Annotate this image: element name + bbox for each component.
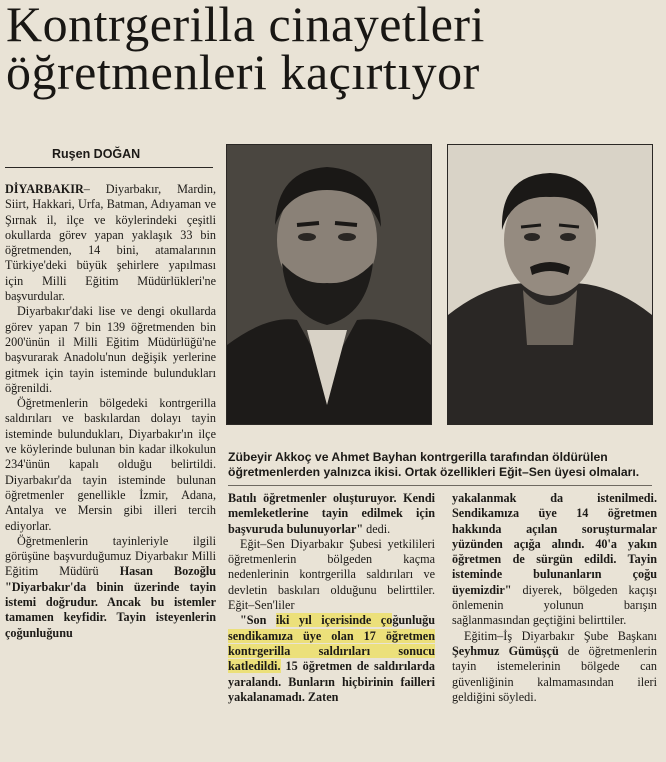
portrait-1-image: [227, 145, 431, 424]
highlighted-text: iki yıl içerisinde ço: [275, 613, 393, 628]
col1-paragraph-3: Öğretmenlerin bölgedeki kontrgerilla saldırıları ve baskılardan dolayı tayin isteminde bulundukları, Diyarbakır'ın ilçe ve köylerinde bulunan bin kadar ilkokulun 234'ünün kapalı olduğu belirtildi. Diyarbakır'da tayin isteminde bulunan öğretmenler genellikle İzmir, Adana, Antalya ve Mersin gibi illeri tercih ediyorlar.: [5, 396, 216, 533]
column-3: [452, 491, 657, 705]
highlighted-text: sendikamıza üye olan 17 öğretmen kontrgerilla saldırıları sonucu katledildi.: [228, 628, 435, 674]
col1-paragraph-4: Öğretmenlerin tayinleriyle ilgili görüşüne başvurduğumuz Diyarbakır Milli Eğitim Müdürü Hasan Bozoğlu "Diyarbakır'da binin üzerinde tayin istemi doğrudur. Ancak bu istemler tamamen keyfidir. Tayin isteyenlerin çoğunluğunu: [5, 533, 216, 640]
photo-ahmet-bayhan: [447, 144, 653, 425]
portrait-2-image: [448, 145, 652, 424]
col2-paragraph-3: "Son iki yıl içerisinde çoğunluğu sendikamıza üye olan 17 öğretmen kontrgerilla saldırıları sonucu katledildi. 15 öğretmen de saldırılarda yaralandı. Bunların hiçbirinin failleri yakalanamadı. Zaten: [228, 613, 435, 704]
col2-paragraph-1: Batılı öğretmenler oluşturuyor. Kendi memleketlerine tayin edilmek için başvuruda bulunuyorlar" dedi.: [228, 491, 435, 536]
photo-zubeyir-akkoc: [226, 144, 432, 425]
column-2: [228, 491, 435, 705]
col2-paragraph-2: Eğit–Sen Diyarbakır Şubesi yetkilileri öğretmenlerin bölgeden kaçma nedenlerinin kontrgerilla saldırıları ve devletin baskıları olduğunu belirttiler. Eğit–Sen'liler: [228, 536, 435, 613]
dateline: DİYARBAKIR: [5, 182, 84, 196]
photo-caption: Zübeyir Akkoç ve Ahmet Bayhan kontrgerilla tarafından öldürülen öğretmenlerden yalnızca ikisi. Ortak özellikleri Eğit–Sen üyesi olmaları.: [228, 450, 640, 480]
byline: Ruşen DOĞAN: [52, 147, 141, 161]
column-1: [5, 182, 216, 641]
col3-paragraph-2: Eğitim–İş Diyarbakır Şube Başkanı Şeyhmuz Gümüşçü de öğretmenlerin tayin istemelerinin bölgede can güvenliğinin kalmamasından ileri geldiğini söyledi.: [452, 628, 657, 704]
byline-rule: [5, 167, 213, 168]
headline: [6, 0, 660, 100]
col3-paragraph-1: yakalanmak da istenilmedi. Sendikamıza üye 14 öğretmen hakkında açılan soruşturmalar yüzünden açığa alındı. 40'a yakın öğretmen de sürgün edildi. Tayin isteminde bulunanların çoğu üyemizdir" diyerek, bölgeden kaçışı önlemenin yolunun barışın sağlanmasından geçtiğini belirttiler.: [452, 491, 657, 628]
caption-rule: [228, 485, 652, 486]
headline-line-1: Kontrgerilla cinayetleri: [6, 0, 485, 52]
col1-paragraph-1: DİYARBAKIR– Diyarbakır, Mardin, Siirt, Hakkari, Urfa, Batman, Adıyaman ve Şırnak il, ilçe ve köylerindeki çeşitli okullarda görev yapan yaklaşık 33 bin öğretmenden, 14 bini, atamalarının Türkiye'deki büyük şehirlere yapılması için Milli Eğitim Müdürlükleri'ne başvurdular.: [5, 182, 216, 304]
headline-line-2: öğretmenleri kaçırtıyor: [6, 44, 480, 100]
col1-paragraph-2: Diyarbakır'daki lise ve dengi okullarda görev yapan 7 bin 139 öğretmenden bin 200'ünün il Milli Eğitim Müdürlüğü'ne başvurarak Anadolu'nun değişik yerlerine gitmek için tayin isteminde bulundukları öğrenildi.: [5, 304, 216, 395]
